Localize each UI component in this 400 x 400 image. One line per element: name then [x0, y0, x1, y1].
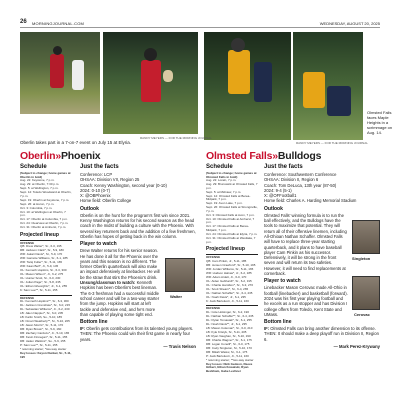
- list-item: RB: Jensen Crawford*, Sr., 5-10, 195: [206, 262, 256, 267]
- list-item: DB: Charlie Wagner*, Sr., 6-1, 175: [206, 337, 252, 342]
- list-item: OL: Kenneth Hopkins, Sr., 6-3, 300: [20, 268, 67, 273]
- list-item: K: Jack Bartolucci, Jr., 5-11, 160: [206, 298, 249, 303]
- list-item: QB: Cam Pinkin, Jr., 5-11, 185: [206, 258, 247, 263]
- singleton-photo: [352, 220, 380, 254]
- olmsted-defense-list: [206, 311, 258, 362]
- list-item: Oct. 31: Olmsted Falls at Westlake, 7 p.m.: [206, 236, 256, 244]
- list-item: DB: Cody Singleton, Sr., 5-10, 170: [206, 345, 252, 350]
- olmsted-player-text: Linebacker Mason Cerovac made All-Ohio in football (linebacker) and basketball (forward). 2024 was his first year playing football and he excels as a run stopper and has Division I college offers from Toledo, Kent State and UMass.: [264, 285, 348, 317]
- oberlin-schedule-column: [20, 164, 72, 359]
- list-item: OL: Noah Davis*, Jr., 6-1, 235: [206, 294, 246, 299]
- list-item: WR: Jakari Davis*, Sr., 5-9, 170: [20, 252, 63, 257]
- cerovac-photo: [352, 276, 380, 310]
- page-number: 26: [20, 19, 27, 25]
- list-item: OL: Aiden Gebhardt*, Sr., 6-2, 315: [206, 278, 252, 283]
- olmsted-outlook-title: Outlook: [264, 205, 283, 212]
- olmsted-outlook-text: Olmsted Falls' winning formula is to run the ball effectively, and the Bulldogs have the tools to maximize that potential. They will return all of their offensive linemen, including All-Ohioan Nathan Schaffer. Olmsted Falls will have to replace three-year starting quarterback, and it plans to have baseball player Cam Pinkin as his successor. Defensively, it will be strong in the front seven and will return its two safeties. However, it will need to find replacements at cornerback.: [264, 212, 347, 277]
- photo-olmsted-1: [204, 32, 291, 140]
- list-item: * returning starter; *two-way starter: [20, 347, 67, 352]
- olmsted-defense-label: DEFENSE: [206, 306, 221, 311]
- list-item: K: Sam Lee**, Sr., 5-11, 155: [20, 288, 58, 293]
- oberlin-home-field: Home field: Oberlin College: [80, 198, 132, 204]
- photo-credit-right: RANDY MEYERS — FOR THE MORNING JOURNAL: [296, 141, 368, 145]
- list-item: OL: Nathan Schaffer*, Sr., 6-4, 235: [206, 290, 253, 295]
- list-item: WR: Tariq Fuller*, Sr., 5-11, 165: [20, 260, 63, 265]
- oberlin-schedule-note: (Subject to change; home games at Oberlin in bold): [20, 171, 71, 179]
- list-item: Sept. 26: at Huron, 7 p.m.: [20, 201, 55, 206]
- oberlin-unsung-text: Kenneth Hopkins has been Oberlin's best lineman. The 6-3 freshman had a successful middle school career and will be a two-way starter from the jump. Hopkins will start at left tackle and defensive end, and he's more than capable of playing some tight end.: [80, 280, 160, 317]
- list-item: Oct. 10: at Wellington at Oberlin, 7 p.m.: [20, 209, 66, 218]
- oberlin-bottom-lead: IF:: [80, 326, 86, 332]
- olmsted-key-losses: Key losses: Nick Gedeon, Reece Gilbert, Ethan Kowalski, Ryan Beckham, Gabe Lechner: [206, 361, 253, 373]
- list-item: DB: Kevin Finnegan*, Sr., 5-11, 155: [20, 335, 68, 340]
- photo-olmsted-2: [293, 32, 363, 140]
- oberlin-player-title: Player to watch: [80, 241, 117, 248]
- oberlin-offense-label: OFFENSE: [20, 240, 35, 245]
- list-item: LB: Kyle Kristyk, Sr., 5-11, 205: [206, 329, 247, 334]
- oberlin-conference: Conference: LCP: [80, 172, 113, 177]
- oberlin-record: 2024: 0-10 (0-7): [80, 187, 111, 193]
- oberlin-offense-list: [20, 245, 72, 292]
- photo-caption-right: Olmsted Falls faces Maple Heights in a scrimmage on Aug. 14.: [367, 110, 393, 135]
- olmsted-schedule-note: (Subject to change; home games at Olmsted Falls in bold): [206, 171, 257, 179]
- oberlin-lineup-title: Projected lineup: [20, 231, 59, 238]
- list-item: OL: Hunter Scott, Sr., 6-0, 230: [20, 276, 61, 281]
- olmsted-offense-list: [206, 260, 258, 303]
- photo-oberlin-1: [20, 32, 100, 114]
- list-item: WR: Adam Ardelt, Jr., 6-0, 170: [206, 274, 247, 279]
- olmsted-byline: — Mark Perez-Krywany: [333, 344, 380, 350]
- list-item: OL: Julian Page*, Sr., 5-8, 235: [20, 280, 61, 285]
- oberlin-unsung-label: Unsung/classman to watch:: [80, 280, 136, 286]
- list-item: Sept. 12: Toledo Woodward at Oberlin, 7 p.m.: [20, 190, 72, 198]
- oberlin-byline: — Travis Nelson: [163, 344, 196, 350]
- oberlin-key-losses: Key losses: Keyon Dunkel, Sr., 5-11, 195: [20, 351, 72, 359]
- oberlin-story-column: [80, 164, 196, 349]
- olmsted-conference: Conference: Southwestern Conference: [264, 172, 337, 177]
- oberlin-defense-label: DEFENSE: [20, 295, 35, 300]
- list-item: Oct. 3: Columbia, 7 p.m.: [20, 205, 53, 210]
- oberlin-defense-list: [20, 300, 72, 351]
- list-item: Oct. 24: Clearview at Oberlin, 7 p.m.: [20, 221, 69, 226]
- olmsted-facts-title: Just the facts: [264, 164, 303, 170]
- list-item: Oct. 17: Olmsted Falls at Berea-Midpark, 7 p.m.: [206, 224, 249, 233]
- oberlin-outlook-title: Outlook: [80, 205, 99, 212]
- list-item: DL: Jackson Crenshaw*, Sr., 6-0, 215: [20, 303, 71, 308]
- list-item: LB: Jalen Nappier*, Sr., 6-0, 205: [20, 311, 64, 316]
- list-item: WR: Kaan Bell*, Jr., 5-9, 145: [20, 264, 59, 269]
- list-item: P: Sam Lee**, Sr., 5-11, 155: [20, 343, 58, 348]
- olmsted-record: 2024: 9-4 (5-1): [264, 187, 292, 193]
- list-item: OL: Charlie Hamilton*, Sr., 6-3, 270: [206, 282, 254, 287]
- list-item: Sept. 19: Oberlin at Keystone, 7 p.m.: [20, 197, 70, 202]
- list-item: Aug. 29: Brunswick at Olmsted Falls, 7 p.m.: [206, 182, 258, 190]
- list-item: DL: Noah Davis**, Jr., 6-1, 235: [206, 321, 247, 326]
- list-item: OL: Mason Wilson*, Jr., 6-2, 275: [20, 272, 64, 277]
- list-item: * returning starter; **two-way starter: [206, 357, 254, 362]
- olmsted-schedule-title: Schedule: [206, 164, 233, 170]
- oberlin-social: X: @OBPhoenix: [80, 193, 111, 199]
- list-item: DB: Mikah Wasiw, Sr., 6-1, 175: [206, 349, 248, 354]
- oberlin-ohsaa: OHSAA: Division VII, Region 25: [80, 177, 140, 183]
- walter-caption: Walter: [170, 294, 183, 299]
- list-item: RB: Jackson Clark*, Sr., 5-9, 180: [20, 248, 64, 253]
- list-item: OL: Scott Shearn*, Sr., 6-4, 265: [206, 286, 249, 291]
- olmsted-ohsaa: OHSAA: Division II, Region 6: [264, 177, 319, 183]
- list-item: DL: Sebastian Williams*, Jr., 6-2, 230: [20, 307, 70, 312]
- olmsted-home-field: Home field: Charles A. Harding Memorial Stadium: [264, 198, 357, 204]
- olmsted-bottom-lead: IF:: [264, 326, 270, 332]
- list-item: DL: Nathan Schaffer**, Sr., 6-4, 235: [206, 313, 254, 318]
- olmsted-coach: Coach: Tom DeLuca, 13th year (87-50): [264, 182, 337, 188]
- oberlin-outlook-text: Oberlin is on the hunt for the program's first win since 2021. Kenny Washington returns for his second season as the head coach in the midst of building a culture with the Phoenix. With several key returners back and the addition of a few freshmen, Oberlin has hopes of getting back in the win column.: [80, 212, 196, 239]
- list-item: WR: Hudson Halvas*, Jr., 6-2, 185: [206, 270, 252, 275]
- page-date: WEDNESDAY, AUGUST 20, 2025: [319, 21, 380, 26]
- walter-photo: [165, 258, 195, 292]
- list-item: Oct. 24: Olmsted Falls at Elyria, 7 p.m.: [206, 232, 258, 237]
- olmsted-schedule-list: [206, 179, 258, 244]
- list-item: Sept. 12: Olmsted Falls at Berea-Midpark, 7 p.m.: [206, 193, 251, 202]
- list-item: DL: Cole Holsinger, Sr., 6-2, 190: [206, 309, 250, 314]
- list-item: Aug. 29: at Oberlin, 7:30 p.m.: [20, 182, 60, 187]
- headline-olmsted: Olmsted Falls»Bulldogs: [206, 150, 322, 162]
- list-item: Aug. 22: Lorain, 7 p.m.: [206, 178, 237, 183]
- oberlin-coach: Coach: Kenny Washington, second year (0-10): [80, 182, 167, 188]
- olmsted-schedule-column: [206, 164, 258, 373]
- photo-caption-left: Oberlin takes part in a 7-on-7 event on July 15 at Elyria.: [20, 140, 132, 145]
- list-item: DL: Dylan Tomasiak*, Sr., 6-1, 255: [206, 317, 252, 322]
- list-item: Sept. 26: Olmsted Falls at Strongsville, 7 p.m.: [206, 205, 258, 213]
- cerovac-caption: Cerovac: [354, 312, 370, 317]
- list-item: Aug. 22: Keystone, 7 p.m.: [20, 178, 55, 183]
- oberlin-bottom-title: Bottom line: [80, 319, 108, 326]
- list-item: LB: Omari Weatherly**, Sr., 5-10, 205: [20, 319, 70, 324]
- list-item: LB: Karlin Smith, So., 5-10, 185: [20, 315, 63, 320]
- list-item: LB: Mason Coleman*, Sr., 6-0, 210: [206, 325, 253, 330]
- oberlin-facts-title: Just the facts: [80, 164, 119, 170]
- olmsted-player-title: Player to watch: [264, 278, 301, 285]
- list-item: Sept. 5: at Wellington, 7 p.m.: [20, 186, 59, 191]
- olmsted-bottom-text: Olmsted Falls can bring another dimension to its offense. THEN: It should make a deep playoff run in Division II, Region 6.: [264, 326, 379, 342]
- list-item: Sept. 5: at Midview, 7 p.m.: [206, 189, 242, 194]
- photo-oberlin-2: [103, 32, 198, 134]
- list-item: DB: Ryan Brown*, Sr., 5-9, 160: [20, 327, 62, 332]
- list-item: DB: Zachary Cardozo*, Jr., 5-10, 165: [20, 331, 70, 336]
- list-item: Oct. 31: Oberlin at Amherst, 7 p.m.: [20, 225, 67, 230]
- list-item: P: Jack Bartolucci, Jr., 5-11, 160: [206, 353, 249, 358]
- list-item: DB: Jaden Watkins*, So., 5-9, 155: [20, 339, 66, 344]
- oberlin-schedule-title: Schedule: [20, 164, 47, 170]
- list-item: Oct. 3: Olmsted Falls at Avon, 7 p.m.: [206, 212, 255, 217]
- list-item: QB: Drew Walter*, Sr., 6-0, 195: [20, 244, 62, 249]
- list-item: Oct. 10: Olmsted Falls at Amherst, 7 p.m.: [206, 216, 255, 225]
- list-item: DB: Logan Conelli*, Sr., 6-0, 175: [206, 341, 250, 346]
- list-item: WR: Jordan Williams, Sr., 5-11, 165: [206, 266, 254, 271]
- list-item: Oct. 17: Oberlin at Columbia, 7 p.m.: [20, 217, 68, 222]
- list-item: Sept. 19: Avon Lake, 7 p.m.: [206, 201, 243, 206]
- olmsted-offense-label: OFFENSE: [206, 255, 221, 260]
- photo-credit-left: RANDY MEYERS — FOR THE MORNING JOURNAL: [140, 136, 212, 140]
- oberlin-player-text: Drew Walter returns for his senior season. He has done it all for the Phoenix over the years and this season is no different. The former Oberlin quarterback will also make an impact defensively at linebacker. He will be the straw that stirs the Phoenix's drink.: [80, 248, 160, 280]
- singleton-caption: Singleton: [352, 256, 371, 261]
- oberlin-schedule-list: [20, 179, 72, 230]
- list-item: WR: Garrette Williams, Sr., 6-1, 185: [20, 256, 68, 261]
- oberlin-bottom-text: Oberlin gets contributions from its talented young players. THEN: The Phoenix could win their first game in nearly four years.: [80, 326, 194, 342]
- olmsted-social: X: @OFFootball1: [264, 193, 297, 199]
- olmsted-bottom-title: Bottom line: [264, 319, 292, 326]
- list-item: LB: Jason Morris*, Sr., 5-11, 170: [20, 323, 64, 328]
- list-item: LB: Ryan Vaughan, Sr., 5-10, 190: [206, 333, 251, 338]
- site-name: MORNINGJOURNAL.COM: [32, 21, 85, 26]
- olmsted-lineup-title: Projected lineup: [206, 246, 245, 253]
- list-item: OL: Ethan Gheorghiu*, Jr., 6-1, 255: [20, 284, 68, 289]
- headline-oberlin: Oberlin»Phoenix: [20, 150, 101, 162]
- page-header: [20, 19, 380, 28]
- list-item: DL: Kenneth Hopkins**, Sr., 6-3, 300: [20, 299, 69, 304]
